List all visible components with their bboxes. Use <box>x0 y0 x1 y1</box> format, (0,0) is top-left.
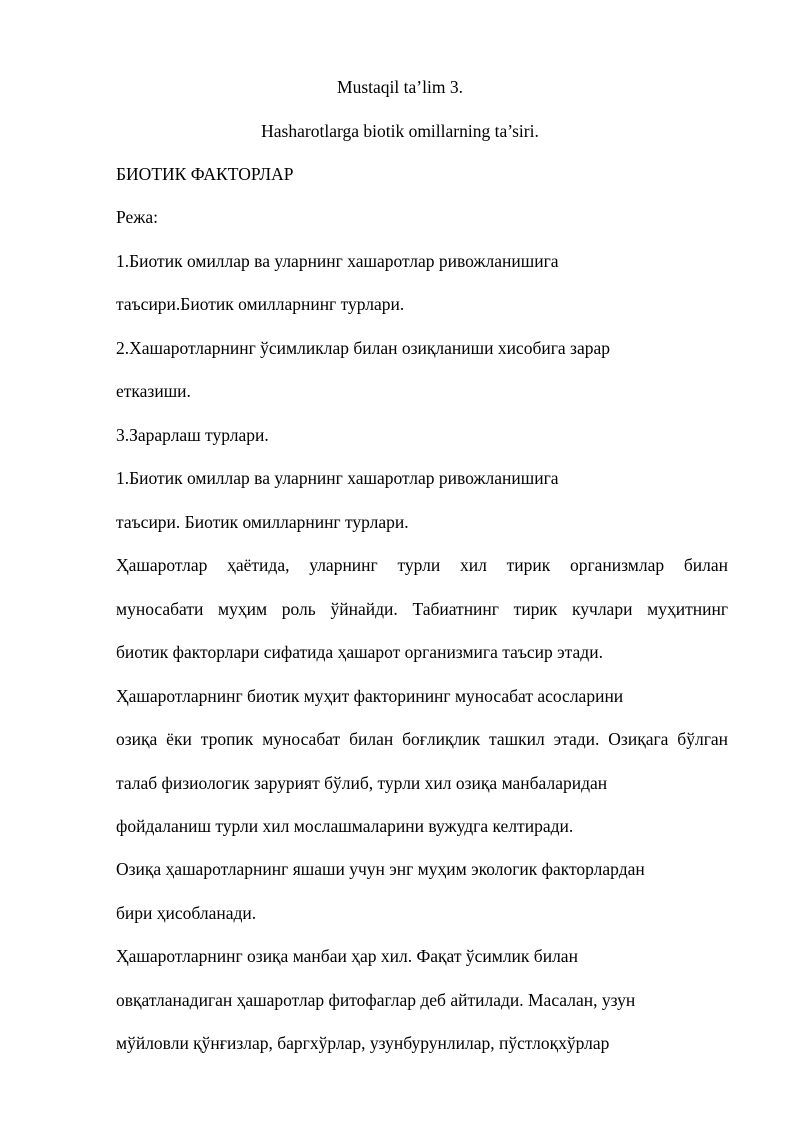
paragraph-line: бири ҳисобланади. <box>116 903 257 923</box>
paragraph-line: Ҳашаротларнинг биотик муҳит факторининг муносабат асосларини <box>116 686 624 706</box>
text-line: 1.Биотик омиллар ва уларнинг хашаротлар ривожланишига <box>116 468 559 488</box>
section-heading: БИОТИК ФАКТОРЛАР <box>116 164 294 184</box>
text-line: 3.Зарарлаш турлари. <box>116 425 269 445</box>
document-subtitle: Hasharotlarga biotik omillarning ta’siri. <box>261 121 539 141</box>
paragraph-line: Озиқа ҳашаротларнинг яшаши учун энг муҳим экологик факторлардан <box>116 859 645 879</box>
plan-label: Режа: <box>116 207 158 227</box>
paragraph-line: муносабати муҳим роль ўйнайди. Табиатнинг тирик кучлари муҳитнинг <box>116 599 728 619</box>
text-line: етказиши. <box>116 381 191 401</box>
paragraph-line: талаб физиологик зарурият бўлиб, турли хил озиқа манбаларидан <box>116 773 608 793</box>
text-line: 1.Биотик омиллар ва уларнинг хашаротлар ривожланишига <box>116 251 559 271</box>
text-line: таъсири.Биотик омилларнинг турлари. <box>116 294 405 314</box>
paragraph-line: биотик факторлари сифатида ҳашарот организмига таъсир этади. <box>116 642 603 662</box>
paragraph-line: Ҳашаротларнинг озиқа манбаи ҳар хил. Фақат ўсимлик билан <box>116 946 578 966</box>
text-line: 2.Хашаротларнинг ўсимликлар билан озиқланиши хисобига зарар <box>116 338 610 358</box>
paragraph-line: овқатланадиган ҳашаротлар фитофаглар деб айтилади. Масалан, узун <box>116 990 636 1010</box>
paragraph-line: Ҳашаротлар ҳаётида, уларнинг турли хил тирик организмлар билан <box>116 555 728 575</box>
paragraph-line: озиқа ёки тропик муносабат билан боғлиқлик ташкил этади. Озиқага бўлган <box>116 729 728 749</box>
document-title: Mustaqil ta’lim 3. <box>337 77 463 97</box>
paragraph-line: мўйловли қўнғизлар, баргхўрлар, узунбурунлилар, пўстлоқхўрлар <box>116 1033 610 1053</box>
paragraph-line: фойдаланиш турли хил мослашмаларини вужудга келтиради. <box>116 816 574 836</box>
text-line: таъсири. Биотик омилларнинг турлари. <box>116 512 409 532</box>
